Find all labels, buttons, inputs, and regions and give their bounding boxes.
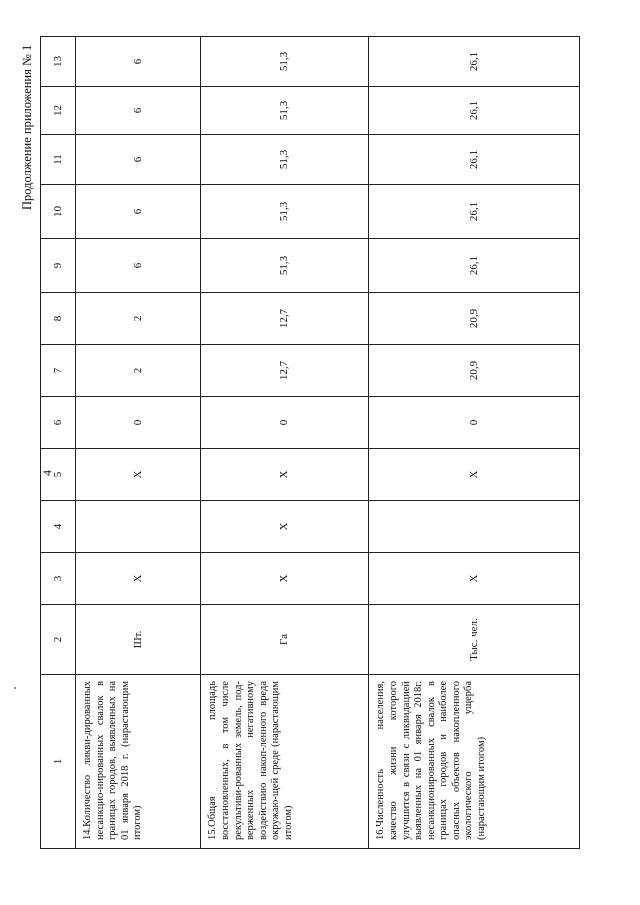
value-cell: Х xyxy=(201,501,369,553)
column-header: 2 xyxy=(41,605,76,675)
value-cell: Х xyxy=(369,553,580,605)
value-cell: 0 xyxy=(201,397,369,449)
value-cell: 26,1 xyxy=(369,239,580,293)
value-cell xyxy=(369,501,580,553)
header-row xyxy=(41,37,76,849)
column-header: 3 xyxy=(41,553,76,605)
page-number: 4 xyxy=(40,470,54,476)
indicator-name: 14.Количество ликви-дированных несанкцио-нированных свалок в границах городов, выявленных на 01 января 2018 г. (нарастающим итогом) xyxy=(76,675,201,849)
value-cell: 51,3 xyxy=(201,239,369,293)
value-cell: 26,1 xyxy=(369,87,580,135)
value-cell: 6 xyxy=(76,37,201,87)
column-header: 4 xyxy=(41,501,76,553)
column-header: 12 xyxy=(41,87,76,135)
value-cell: Х xyxy=(76,449,201,501)
column-header: 9 xyxy=(41,239,76,293)
column-header: 6 xyxy=(41,397,76,449)
value-cell: 6 xyxy=(76,135,201,185)
value-cell: 12,7 xyxy=(201,345,369,397)
value-cell: 6 xyxy=(76,87,201,135)
value-cell: 2 xyxy=(76,293,201,345)
value-cell: 51,3 xyxy=(201,87,369,135)
value-cell: 26,1 xyxy=(369,135,580,185)
indicators-table xyxy=(40,36,580,849)
value-cell: 20,9 xyxy=(369,345,580,397)
value-cell: 51,3 xyxy=(201,185,369,239)
table-row xyxy=(369,37,580,849)
indicator-name: 15.Общая площадь восстановленных, в том числе рекультиви-рованных земель, под-верженных негативному воздействию накоп-ленного вреда окружаю-щей среде (нарастающим итогом) xyxy=(201,675,369,849)
value-cell xyxy=(76,501,201,553)
value-cell: 6 xyxy=(76,239,201,293)
scan-speck xyxy=(14,687,16,689)
table-row xyxy=(201,37,369,849)
column-header: 1 xyxy=(41,675,76,849)
value-cell: 0 xyxy=(76,397,201,449)
table-body xyxy=(76,37,580,849)
column-header: 10 xyxy=(41,185,76,239)
value-cell: 12,7 xyxy=(201,293,369,345)
rotated-table-wrapper xyxy=(40,37,580,849)
column-header: 7 xyxy=(41,345,76,397)
value-cell: 51,3 xyxy=(201,135,369,185)
unit-cell: Шт. xyxy=(76,605,201,675)
value-cell: Х xyxy=(369,449,580,501)
value-cell: Х xyxy=(201,553,369,605)
table-row xyxy=(76,37,201,849)
unit-cell: Тыс. чел. xyxy=(369,605,580,675)
value-cell: Х xyxy=(201,449,369,501)
value-cell: 26,1 xyxy=(369,37,580,87)
column-header: 8 xyxy=(41,293,76,345)
unit-cell: Га xyxy=(201,605,369,675)
value-cell: Х xyxy=(76,553,201,605)
value-cell: 26,1 xyxy=(369,185,580,239)
appendix-caption: Продолжение приложения № 1 xyxy=(20,44,34,210)
column-header: 13 xyxy=(41,37,76,87)
value-cell: 0 xyxy=(369,397,580,449)
value-cell: 2 xyxy=(76,345,201,397)
value-cell: 51,3 xyxy=(201,37,369,87)
value-cell: 20,9 xyxy=(369,293,580,345)
value-cell: 6 xyxy=(76,185,201,239)
indicator-name: 16.Численность населения, качество жизни которого улучшится в связи с ликвидацией выявленных на 01 января 2018г. несанкционированных свалок в границах городов и наиболее опасных объектов накопленного экологического ущерба (нарастающим итогом) xyxy=(369,675,580,849)
column-header: 11 xyxy=(41,135,76,185)
column-header: 5 xyxy=(41,449,76,501)
